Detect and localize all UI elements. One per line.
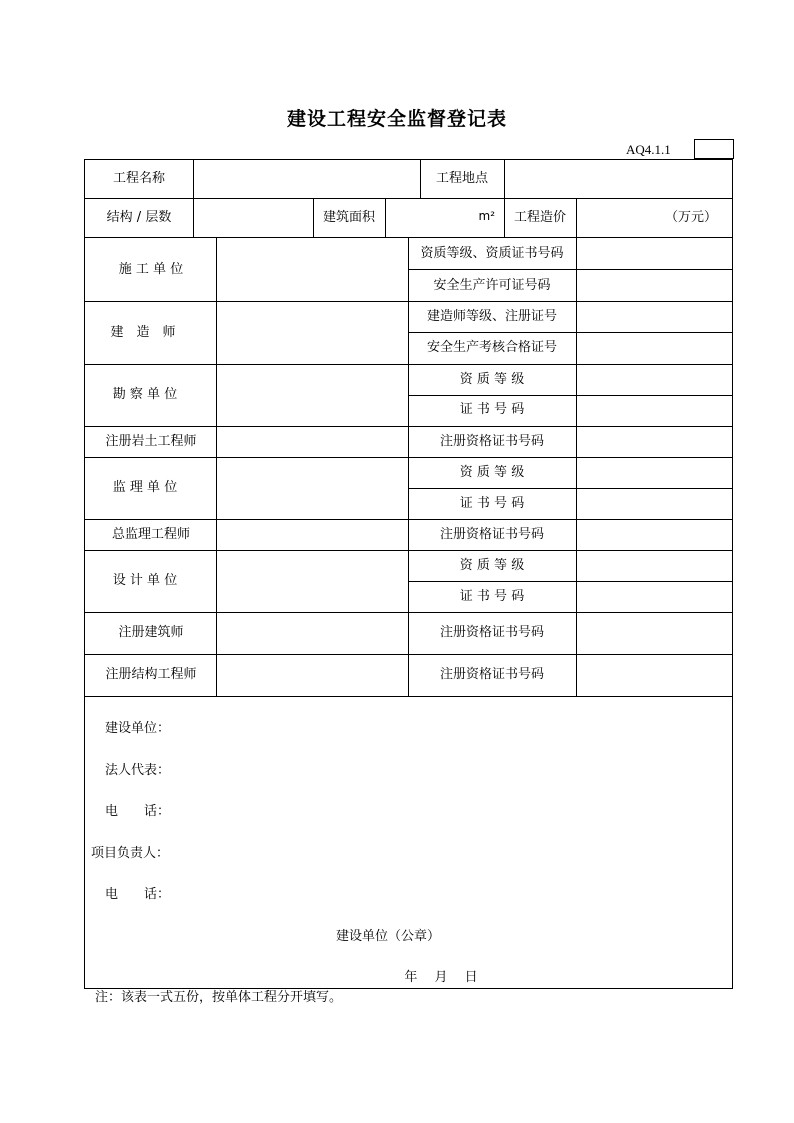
date-label: 年 月 日: [404, 970, 478, 985]
legal-rep-label: 法人代表：: [105, 763, 171, 778]
chief-supervisor-cert-label: 注册资格证书号码: [439, 527, 545, 542]
area-unit: m²: [478, 209, 495, 223]
row-divider: [408, 269, 732, 270]
safety-exam-label: 安全生产考核合格证号: [426, 340, 558, 355]
col-divider: [313, 198, 314, 237]
row-divider: [408, 332, 732, 333]
col-divider: [576, 237, 577, 696]
project-location-label: 工程地点: [435, 171, 489, 186]
col-divider: [193, 160, 194, 198]
col-divider: [576, 198, 577, 237]
structure-label: 结构 / 层数: [106, 210, 172, 225]
geo-engineer-label: 注册岩土工程师: [105, 434, 197, 449]
design-cert-label: 证 书 号 码: [459, 589, 525, 604]
form-note: 注：该表一式五份，按单体工程分开填写。: [95, 990, 343, 1005]
project-name-label: 工程名称: [112, 171, 166, 186]
chief-supervisor-label: 总监理工程师: [111, 527, 191, 542]
registration-form: [84, 159, 733, 989]
design-qual-label: 资 质 等 级: [459, 558, 525, 573]
phone-label: 电 话：: [105, 887, 171, 902]
project-manager-label: 项目负责人：: [91, 846, 170, 861]
cost-label: 工程造价: [513, 210, 567, 225]
supervision-cert-label: 证 书 号 码: [459, 496, 525, 511]
constructor-reg-label: 建造师等级、注册证号: [426, 309, 558, 324]
row-divider: [408, 488, 732, 489]
survey-qual-label: 资 质 等 级: [459, 372, 525, 387]
row-divider: [408, 581, 732, 582]
design-unit-label: 设 计 单 位: [112, 573, 178, 588]
row-divider: [408, 395, 732, 396]
form-title: 建设工程安全监督登记表: [286, 108, 507, 130]
safety-license-label: 安全生产许可证号码: [433, 278, 551, 293]
phone-label: 电 话：: [105, 804, 171, 819]
architect-label: 注册建筑师: [118, 625, 184, 640]
survey-unit-label: 勘 察 单 位: [112, 387, 178, 402]
col-divider: [420, 160, 421, 198]
col-divider: [504, 160, 505, 198]
qualification-cert-label: 资质等级、资质证书号码: [420, 246, 564, 261]
form-code-box[interactable]: [694, 139, 734, 159]
col-divider: [193, 198, 194, 237]
row-divider: [85, 198, 732, 199]
col-divider: [408, 237, 409, 696]
col-divider: [385, 198, 386, 237]
col-divider: [216, 237, 217, 696]
seal-label: 建设单位（公章）: [335, 929, 441, 944]
architect-cert-label: 注册资格证书号码: [439, 625, 545, 640]
supervision-qual-label: 资 质 等 级: [459, 465, 525, 480]
construction-unit-label: 施 工 单 位: [118, 262, 184, 277]
area-label: 建筑面积: [322, 210, 376, 225]
supervision-unit-label: 监 理 单 位: [112, 480, 178, 495]
builder-label: 建设单位：: [105, 721, 171, 736]
structural-engineer-label: 注册结构工程师: [105, 667, 197, 682]
constructor-label: 建 造 师: [110, 325, 176, 340]
survey-cert-label: 证 书 号 码: [459, 402, 525, 417]
geo-cert-label: 注册资格证书号码: [439, 434, 545, 449]
form-code: AQ4.1.1: [626, 142, 671, 157]
col-divider: [504, 198, 505, 237]
row-divider: [85, 696, 732, 697]
structural-cert-label: 注册资格证书号码: [439, 667, 545, 682]
cost-unit: （万元）: [664, 210, 717, 225]
